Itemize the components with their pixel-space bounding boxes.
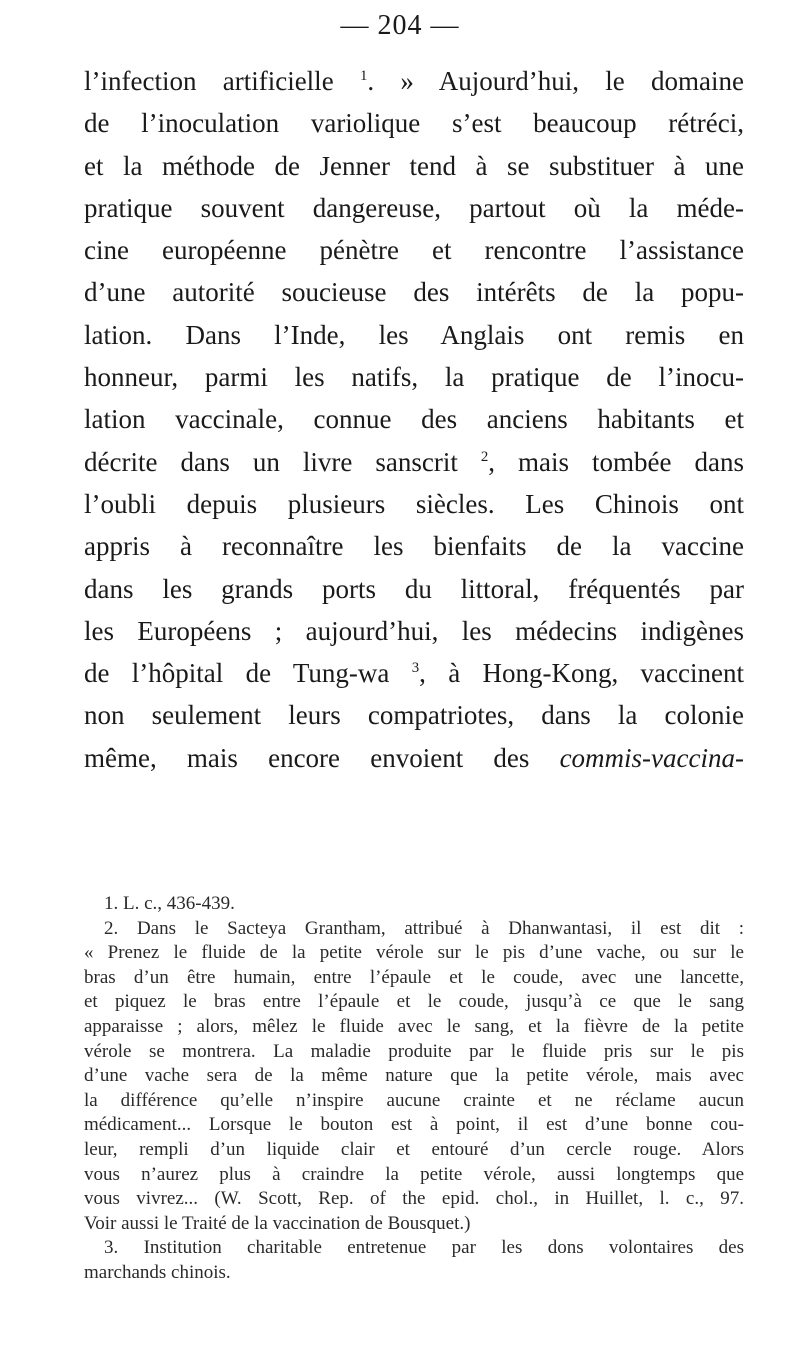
text-line: l’infection artificielle $^1$. » Aujourd’hui, le domaine	[84, 66, 744, 96]
footnotes-block	[84, 892, 744, 1286]
text-line: même, mais encore envoient des commis-vaccina-	[84, 742, 744, 773]
footnote-ref: 3	[411, 660, 420, 677]
text-line: décrite dans un livre sanscrit $^2$, mais tombée dans	[84, 446, 744, 477]
main-text-block	[84, 60, 744, 779]
footnote-line: 3. Institution charitable entretenue par les dons volontaires des	[104, 1237, 744, 1259]
text-line: honneur, parmi les natifs, la pratique de l’inocu-	[84, 362, 744, 393]
text-line: appris à reconnaître les bienfaits de la vaccine	[84, 531, 744, 562]
footnote-line: vérole se montrera. La maladie produite par le fluide pris sur le pis	[84, 1040, 744, 1062]
footnote-ref: 1	[359, 68, 368, 84]
text-line: de l’inoculation variolique s’est beaucoup rétréci,	[84, 108, 744, 139]
page-number: — 204 —	[340, 10, 460, 41]
text-line: et la méthode de Jenner tend à se substituer à une	[84, 150, 744, 181]
footnote-line: leur, rempli d’un liquide clair et entouré d’un cercle rouge. Alors	[84, 1138, 744, 1160]
footnote-ref: 2	[480, 448, 489, 465]
footnote-line: 2. Dans le Sacteya Grantham, attribué à Dhanwantasi, il est dit :	[104, 917, 744, 939]
footnote-line: « Prenez le fluide de la petite vérole sur le pis d’une vache, ou sur le	[84, 942, 744, 964]
footnote-line: marchands chinois.	[84, 1261, 231, 1283]
footnote-line: bras d’un être humain, entre l’épaule et le coude, avec une lancette,	[84, 966, 744, 988]
footnote-line: la différence qu’elle n’inspire aucune crainte et ne réclame aucun	[84, 1089, 744, 1111]
text-line: les Européens ; aujourd’hui, les médecins indigènes	[84, 615, 744, 646]
text-line: de l’hôpital de Tung-wa $^3$, à Hong-Kong, vaccinent	[84, 658, 744, 689]
text-line: pratique souvent dangereuse, partout où la méde-	[84, 192, 744, 223]
footnote-line: médicament... Lorsque le bouton est à point, il est d’une bonne cou-	[84, 1114, 744, 1136]
footnote-line: d’une vache sera de la même nature que la petite vérole, mais avec	[84, 1065, 744, 1087]
text-line: d’une autorité soucieuse des intérêts de la popu-	[84, 277, 744, 308]
text-line: cine européenne pénètre et rencontre l’assistance	[84, 235, 744, 266]
text-line: lation. Dans l’Inde, les Anglais ont remis en	[84, 319, 744, 350]
footnote-line: apparaisse ; alors, mêlez le fluide avec le sang, et la fièvre de la petite	[84, 1015, 744, 1037]
text-line: l’oubli depuis plusieurs siècles. Les Chinois ont	[84, 488, 744, 519]
footnote-line: 1. L. c., 436-439.	[104, 893, 235, 914]
footnote-line: Voir aussi le Traité de la vaccination de Bousquet.)	[84, 1212, 471, 1234]
footnote-line: vous vivrez... (W. Scott, Rep. of the epid. chol., in Huillet, l. c., 97.	[84, 1188, 744, 1210]
text-line: non seulement leurs compatriotes, dans la colonie	[84, 700, 744, 731]
italic-term: commis-vaccina-	[559, 742, 744, 773]
text-line: lation vaccinale, connue des anciens habitants et	[84, 404, 744, 435]
footnote-line: et piquez le bras entre l’épaule et le coude, jusqu’à ce que le sang	[84, 991, 744, 1013]
footnote-line: vous n’aurez plus à craindre la petite vérole, aussi longtemps que	[84, 1163, 744, 1185]
text-line: dans les grands ports du littoral, fréquentés par	[84, 573, 744, 604]
